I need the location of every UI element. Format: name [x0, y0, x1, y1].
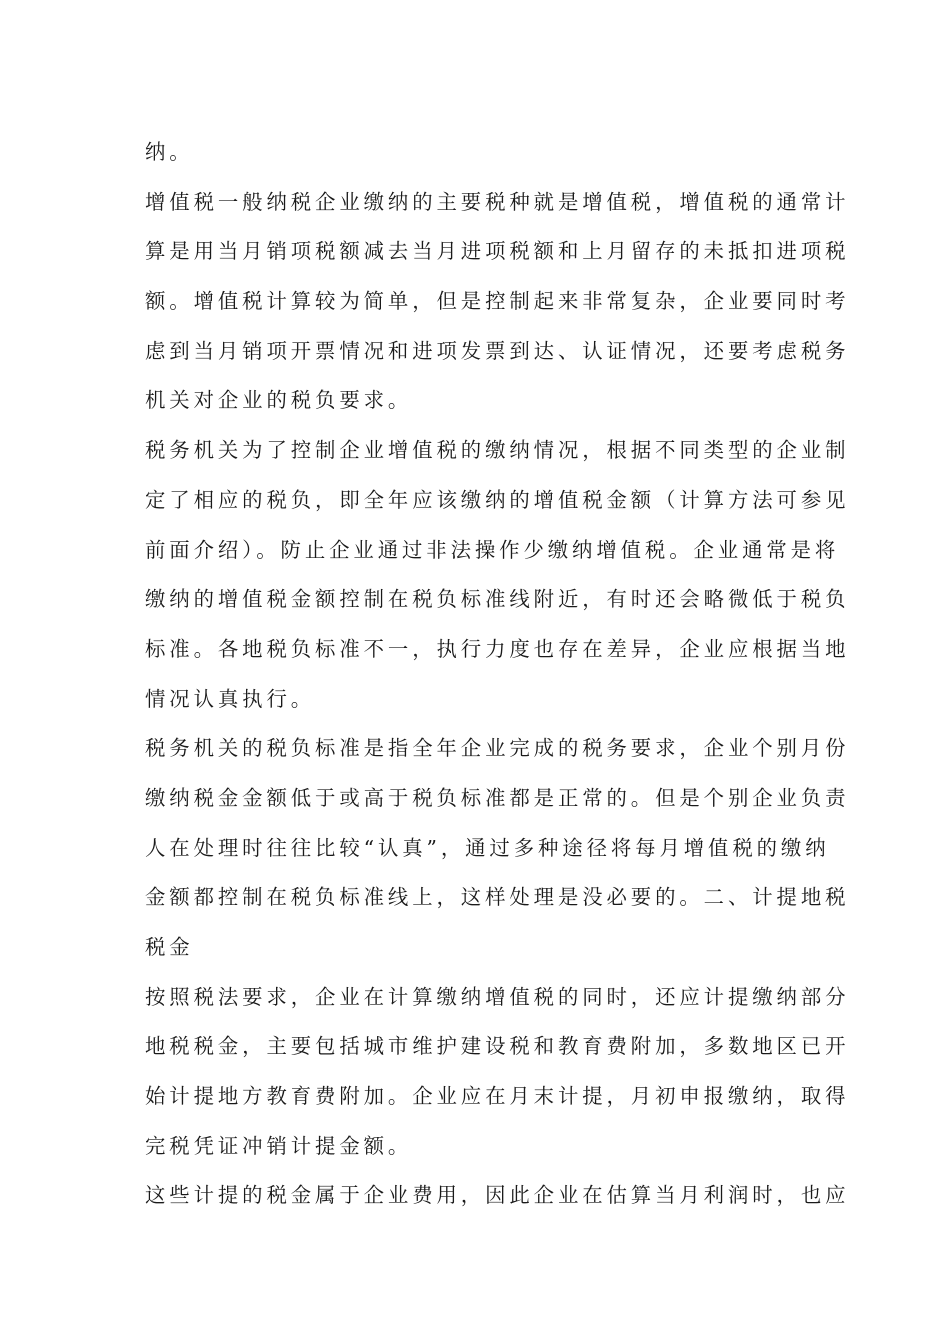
text-line: 缴纳税金金额低于或高于税负标准都是正常的。但是个别企业负责	[145, 785, 850, 810]
paragraph-tax-burden	[145, 426, 850, 724]
text-line: 地税税金，主要包括城市维护建设税和教育费附加，多数地区已开	[145, 1034, 850, 1059]
text-line: 定了相应的税负，即全年应该缴纳的增值税金额（计算方法可参见	[145, 487, 850, 512]
text-line: 情况认真执行。	[145, 686, 316, 711]
paragraph-tax-standard	[145, 724, 850, 972]
text-line: 虑到当月销项开票情况和进项发票到达、认证情况，还要考虑税务	[145, 338, 850, 363]
text-line: 税务机关的税负标准是指全年企业完成的税务要求，企业个别月份	[145, 736, 850, 761]
text-line: 前面介绍）。防止企业通过非法操作少缴纳增值税。企业通常是将	[145, 537, 840, 562]
text-line: 始计提地方教育费附加。企业应在月末计提，月初申报缴纳，取得	[145, 1084, 850, 1109]
text-line: 按照税法要求，企业在计算缴纳增值税的同时，还应计提缴纳部分	[145, 984, 850, 1009]
text-line: 完税凭证冲销计提金额。	[145, 1133, 413, 1158]
text-line: 人在处理时往往比较“认真”，通过多种途径将每月增值税的缴纳	[145, 835, 830, 860]
text-line: 机关对企业的税负要求。	[145, 388, 413, 413]
text-line: 额。增值税计算较为简单，但是控制起来非常复杂，企业要同时考	[145, 289, 850, 314]
paragraph-expense	[145, 1171, 850, 1221]
text-line: 算是用当月销项税额减去当月进项税额和上月留存的未抵扣进项税	[145, 239, 850, 264]
text-line: 标准。各地税负标准不一，执行力度也存在差异，企业应根据当地	[145, 636, 850, 661]
text-line: 纳。	[145, 140, 194, 164]
text-line: 税金	[145, 935, 194, 959]
text-line: 金额都控制在税负标准线上，这样处理是没必要的。二、计提地税	[145, 885, 850, 910]
paragraph-local-tax	[145, 973, 850, 1172]
paragraph-continuation	[145, 128, 797, 178]
text-line: 缴纳的增值税金额控制在税负标准线附近，有时还会略微低于税负	[145, 587, 850, 612]
text-line: 这些计提的税金属于企业费用，因此企业在估算当月利润时，也应	[145, 1183, 850, 1208]
text-line: 增值税一般纳税企业缴纳的主要税种就是增值税，增值税的通常计	[145, 189, 850, 214]
document-body	[145, 128, 850, 1221]
paragraph-vat-overview	[145, 178, 850, 426]
text-line: 税务机关为了控制企业增值税的缴纳情况，根据不同类型的企业制	[145, 438, 850, 463]
